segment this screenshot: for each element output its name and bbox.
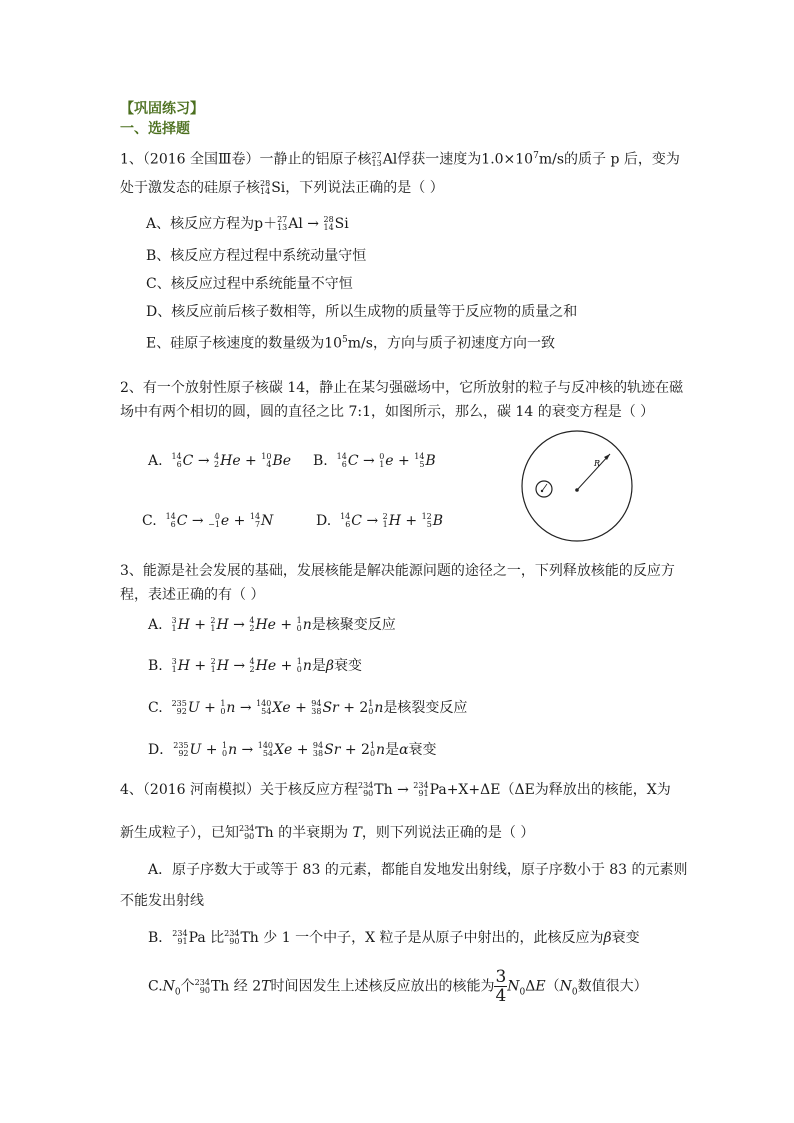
q1-stem-line1: 1、（2016 全国Ⅲ卷）一静止的铝原子核 27 13 Al俘获一速度为$1.0\times 10^7m/s$的质子 p 后，变为 [120, 150, 680, 168]
si-isotope: 28 14 [260, 179, 271, 196]
q4-stem-line2: 新生成粒子），已知 234 90 Th 的半衰期为 T，则下列说法正确的是（ ） [120, 824, 535, 841]
q3-option-a: A. 3 1 H + 2 1 H → 4 2 He + 1 0 n是核聚变反应 [148, 616, 396, 633]
radius-arrow-small [542, 484, 547, 491]
q1-option-c: C、核反应过程中系统能量不守恒 [146, 276, 353, 292]
section-title: 【巩固练习】 [120, 101, 204, 117]
q2-option-a: A. 14 6 C → 4 2 He + 10 4 Be [148, 452, 292, 469]
tangent-circles-figure [520, 426, 640, 546]
q2-option-b: B. 14 6 C → 0 1 e + 14 5 B [313, 452, 436, 469]
q1-stem-line2: 处于激发态的硅原子核 28 14 Si，下列说法正确的是（ ） [120, 179, 444, 196]
q1-option-b: B、核反应方程过程中系统动量守恒 [146, 248, 367, 264]
q1-option-a: A、核反应方程为p＋ 27 13 Al → 28 14 Si [146, 215, 349, 232]
q4-option-c: $C.N_0$个 234 90 Th 经 2T时间因发生上述核反应放出的核能为 $\frac{3}{4}$ $N_0\Delta E(N_0$数值很大） [148, 967, 648, 1006]
section-subtitle: 一、选择题 [120, 121, 190, 137]
fraction-three-quarters: $\frac{3}{4}$ [495, 967, 507, 1006]
q2-option-c: C. 14 6 C → 0 −1 e + 14 7 N [142, 512, 274, 529]
q2-option-d: D. 14 6 C → 2 1 H + 12 5 B [316, 512, 444, 529]
q4-option-b: B． 234 91 Pa 比 234 90 Th 少 1 一个中子，X 粒子是从原子中射出的，此核反应为β衰变 [148, 929, 640, 946]
al-isotope: 27 13 [371, 150, 382, 168]
q4-stem-line1: 4、（2016 河南模拟）关于核反应方程 234 90 Th → 234 91 Pa+X+ΔE（ΔE为释放出的核能，X为 [120, 781, 671, 798]
q3-option-c: C. 235 92 U + 1 0 n → 140 54 Xe + 94 38 Sr + 2 1 0 n是核裂变反应 [148, 699, 468, 716]
q3-option-d: D． 235 92 U + 1 0 n → 140 54 Xe + 94 38 Sr + 2 1 0 n是α衰变 [148, 741, 437, 758]
q2-stem-line1: 2、有一个放射性原子核碳 14，静止在某匀强磁场中，它所放射的粒子与反冲核的轨迹在磁 [120, 380, 684, 396]
q3-option-b: B. 3 1 H + 2 1 H → 4 2 He + 1 0 n是β衰变 [148, 657, 362, 674]
radius-label-large: R [594, 459, 601, 468]
q3-stem-line2: 程，表述正确的有（ ） [120, 587, 265, 603]
small-circle [536, 481, 552, 497]
q4-option-a-line2: 不能发出射线 [120, 893, 204, 909]
q2-stem-line2: 场中有两个相切的圆，圆的直径之比 7:1，如图所示，那么，碳 14 的衰变方程是（ ） [120, 404, 655, 420]
large-circle [522, 431, 632, 541]
q1-option-d: D、核反应前后核子数相等，所以生成物的质量等于反应物的质量之和 [146, 304, 578, 320]
q4-option-a-line1: A．原子序数大于或等于 83 的元素，都能自发地发出射线，原子序数小于 83 的元素则 [148, 862, 688, 878]
q1-option-e: E、硅原子核速度的数量级为$10^5m/s$，方向与质子初速度方向一致 [146, 335, 555, 352]
q3-stem-line1: 3、能源是社会发展的基础，发展核能是解决能源问题的途径之一，下列释放核能的反应方 [120, 563, 675, 579]
